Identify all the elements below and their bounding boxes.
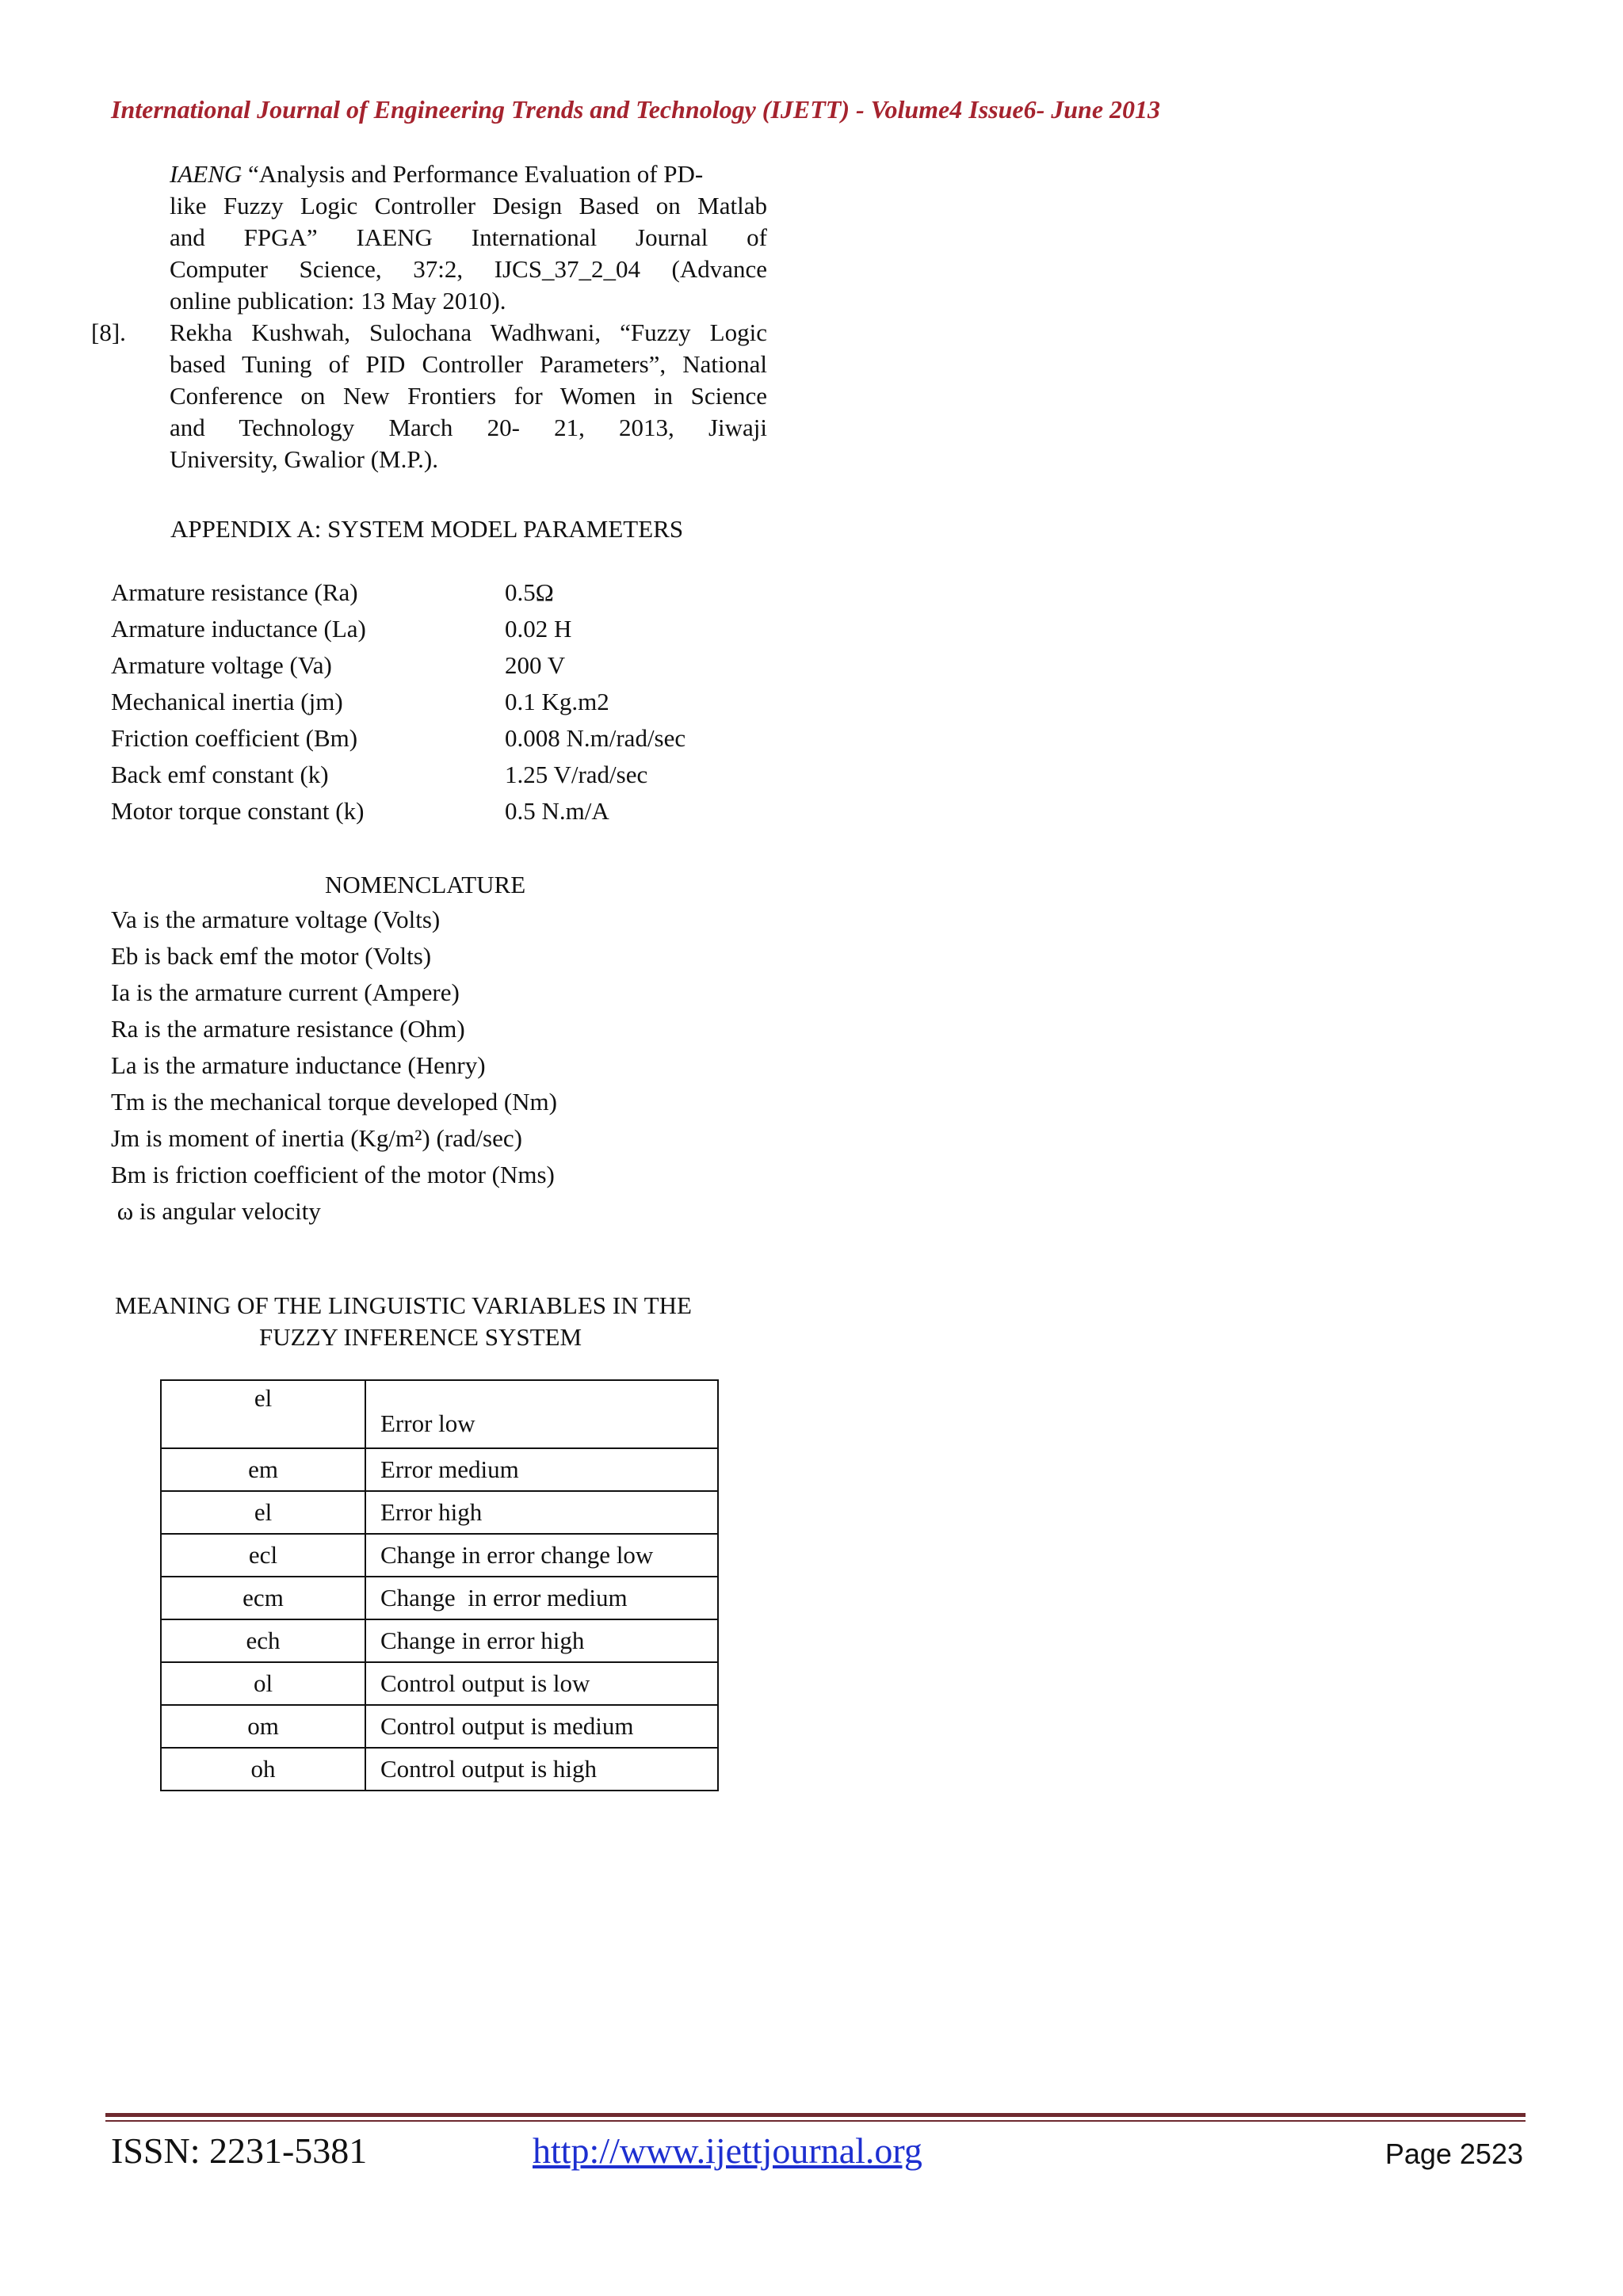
table-row [161, 1491, 718, 1534]
variable-abbr: el [161, 1491, 365, 1534]
nomenclature-item: Tm is the mechanical torque developed (Nm) [111, 1088, 557, 1116]
reference-line: and Technology March 20- 21, 2013, Jiwaji [170, 414, 767, 441]
param-label: Friction coefficient (Bm) [111, 724, 358, 752]
footer-rule [105, 2113, 1526, 2117]
param-value: 1.25 V/rad/sec [505, 761, 648, 788]
nomenclature-item: Jm is moment of inertia (Kg/m²) (rad/sec) [111, 1124, 522, 1152]
variable-meaning: Error high [365, 1491, 718, 1534]
footer-rule [105, 2120, 1526, 2122]
reference-line: and FPGA” IAENG International Journal of [170, 223, 767, 251]
param-value: 200 V [505, 651, 566, 679]
variable-meaning: Change in error medium [365, 1577, 718, 1619]
param-label: Mechanical inertia (jm) [111, 688, 343, 715]
reference-line: online publication: 13 May 2010). [170, 287, 506, 315]
journal-url-link[interactable]: http://www.ijettjournal.org [533, 2130, 922, 2171]
param-label: Back emf constant (k) [111, 761, 329, 788]
nomenclature-heading: NOMENCLATURE [325, 871, 526, 898]
journal-header: International Journal of Engineering Trends and Technology (IJETT) - Volume4 Issue6- June 2013 [111, 95, 1161, 124]
reference-line: Rekha Kushwah, Sulochana Wadhwani, “Fuzzy Logic [170, 318, 767, 346]
table-row [161, 1380, 718, 1448]
param-value: 0.1 Kg.m2 [505, 688, 609, 715]
variable-abbr: em [161, 1448, 365, 1491]
reference-line: like Fuzzy Logic Controller Design Based on Matlab [170, 192, 767, 219]
table-row [161, 1577, 718, 1619]
linguistic-heading-line1: MEANING OF THE LINGUISTIC VARIABLES IN THE [115, 1291, 692, 1319]
param-value: 0.02 H [505, 615, 572, 643]
nomenclature-item: Va is the armature voltage (Volts) [111, 906, 441, 933]
variable-meaning: Change in error change low [365, 1534, 718, 1577]
reference-line: University, Gwalior (M.P.). [170, 445, 438, 473]
table-row [161, 1662, 718, 1705]
variable-meaning: Change in error high [365, 1619, 718, 1662]
variable-abbr: ech [161, 1619, 365, 1662]
variable-abbr: ecl [161, 1534, 365, 1577]
param-label: Motor torque constant (k) [111, 797, 365, 825]
page-number: Page 2523 [1384, 2138, 1523, 2170]
variable-meaning: Error low [365, 1380, 718, 1448]
table-row [161, 1748, 718, 1791]
variable-abbr: ecm [161, 1577, 365, 1619]
nomenclature-item: Ra is the armature resistance (Ohm) [111, 1015, 465, 1043]
variable-abbr: ol [161, 1662, 365, 1705]
issn-number: ISSN: 2231-5381 [111, 2130, 368, 2171]
linguistic-heading-line2: FUZZY INFERENCE SYSTEM [259, 1323, 582, 1351]
param-value: 0.008 N.m/rad/sec [505, 724, 686, 752]
nomenclature-item: Bm is friction coefficient of the motor (Nms) [111, 1161, 555, 1188]
variable-meaning: Control output is medium [365, 1705, 718, 1748]
param-label: Armature inductance (La) [111, 615, 366, 643]
param-value: 0.5 N.m/A [505, 797, 609, 825]
variable-meaning: Control output is high [365, 1748, 718, 1791]
param-label: Armature voltage (Va) [111, 651, 332, 679]
table-row [161, 1534, 718, 1577]
reference-7 [170, 158, 767, 317]
variable-meaning: Error medium [365, 1448, 718, 1491]
reference-line: based Tuning of PID Controller Parameters”, National [170, 350, 767, 378]
reference-line: Conference on New Frontiers for Women in Science [170, 382, 767, 410]
reference-number: [8]. [91, 318, 126, 346]
appendix-heading: APPENDIX A: SYSTEM MODEL PARAMETERS [170, 515, 684, 543]
reference-8 [170, 317, 767, 475]
nomenclature-item: ω is angular velocity [111, 1197, 321, 1225]
variable-abbr: el [161, 1380, 365, 1448]
nomenclature-item: Eb is back emf the motor (Volts) [111, 942, 432, 970]
nomenclature-item: La is the armature inductance (Henry) [111, 1051, 486, 1079]
table-row [161, 1448, 718, 1491]
param-label: Armature resistance (Ra) [111, 578, 358, 606]
reference-line: Computer Science, 37:2, IJCS_37_2_04 (Advance [170, 255, 767, 283]
reference-italic: IAENG [170, 160, 242, 188]
linguistic-variables-table [160, 1379, 719, 1791]
variable-abbr: oh [161, 1748, 365, 1791]
reference-line: IAENG “Analysis and Performance Evaluation of PD- [170, 160, 704, 188]
variable-meaning: Control output is low [365, 1662, 718, 1705]
nomenclature-item: Ia is the armature current (Ampere) [111, 978, 460, 1006]
table-row [161, 1619, 718, 1662]
param-value: 0.5Ω [505, 578, 554, 606]
table-row [161, 1705, 718, 1748]
variable-abbr: om [161, 1705, 365, 1748]
